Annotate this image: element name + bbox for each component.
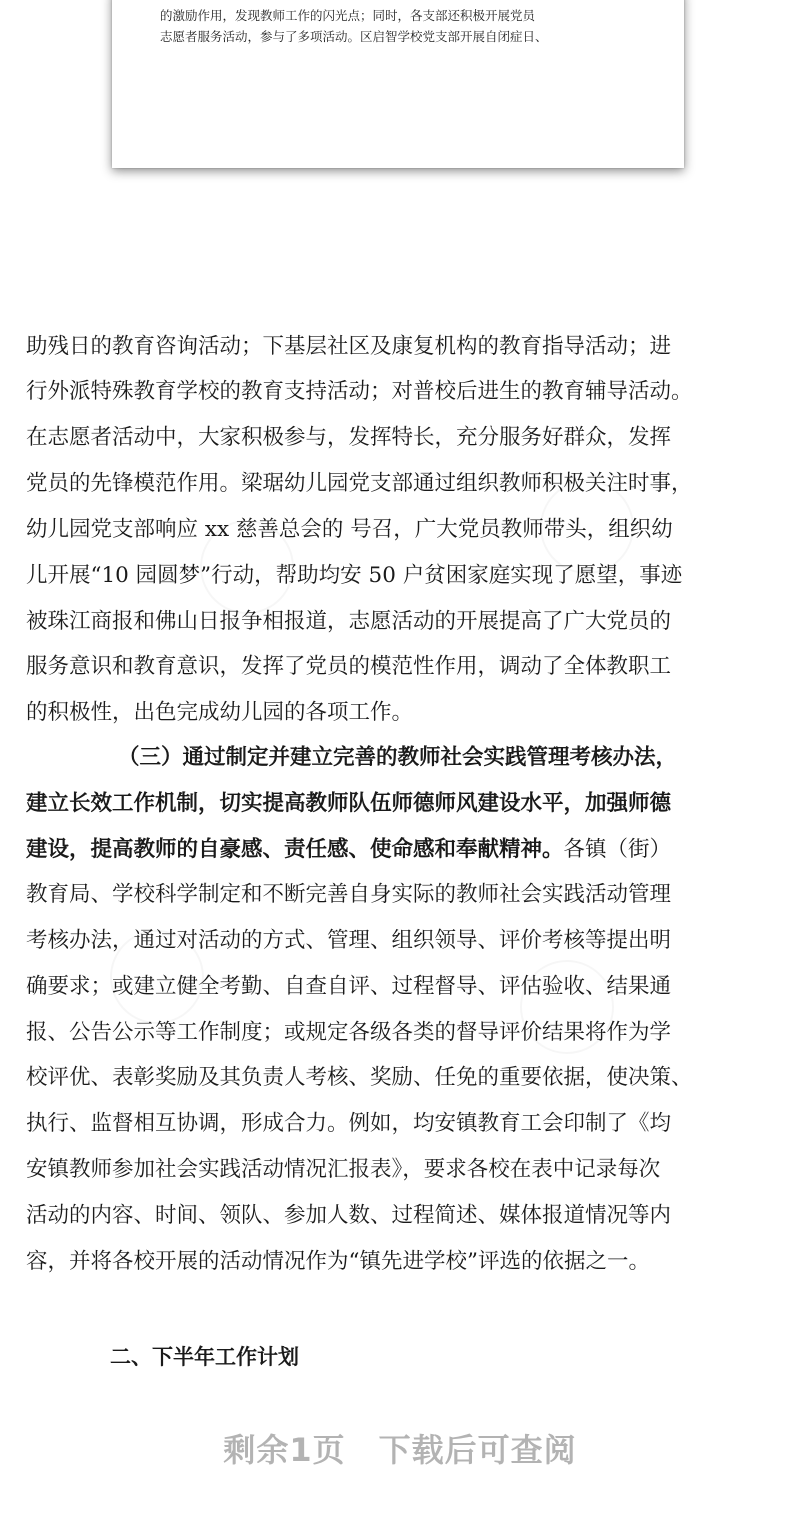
text-line: 校评优、表彰奖励及其负责人考核、奖励、任免的重要依据，使决策、 [26,1065,693,1090]
bold-text-line: （三）通过制定并建立完善的教师社会实践管理考核办法， [118,745,678,770]
text-line: 考核办法，通过对活动的方式、管理、组织领导、评价考核等提出明 [26,928,672,953]
download-to-view-banner[interactable]: 剩余1页 下载后可查阅 [223,1431,577,1469]
preview-line: 的激励作用，发现教师工作的闪光点；同时，各支部还积极开展党员 [160,8,536,23]
text-line: 确要求；或建立健全考勤、自查自评、过程督导、评估验收、结果通 [26,974,672,999]
text-line: 服务意识和教育意识，发挥了党员的模范性作用，调动了全体教职工 [26,654,672,679]
bold-text-segment: 建设，提高教师的自豪感、责任感、使命感和奉献精神。 [26,837,564,862]
text-line: 被珠江商报和佛山日报争相报道，志愿活动的开展提高了广大党员的 [26,609,672,634]
text-line: 报、公告公示等工作制度；或规定各级各类的督导评价结果将作为学 [26,1020,672,1045]
text-line: 幼儿园党支部响应 xx 慈善总会的 号召，广大党员教师带头，组织幼 [26,517,673,542]
text-line: 儿开展“10 园圆梦”行动，帮助均安 50 户贫困家庭实现了愿望，事迹 [26,563,683,588]
text-line: 助残日的教育咨询活动；下基层社区及康复机构的教育指导活动；进 [26,334,672,359]
section-heading: 二、下半年工作计划 [110,1345,299,1369]
text-line: 行外派特殊教育学校的教育支持活动；对普校后进生的教育辅导活动。 [26,379,693,404]
text-line: 教育局、学校科学制定和不断完善自身实际的教师社会实践活动管理 [26,882,672,907]
preview-line: 志愿者服务活动，参与了多项活动。区启智学校党支部开展自闭症日、 [160,29,548,44]
text-line: 的积极性，出色完成幼儿园的各项工作。 [26,700,414,725]
text-segment: 各镇（街） [563,837,672,862]
text-line: 活动的内容、时间、领队、参加人数、过程简述、媒体报道情况等内 [26,1203,672,1228]
text-line: 执行、监督相互协调，形成合力。例如，均安镇教育工会印制了《均 [26,1111,672,1136]
page-preview-card [112,0,684,168]
text-line: 容，并将各校开展的活动情况作为“镇先进学校”评选的依据之一。 [26,1249,650,1274]
mixed-text-line [26,835,671,865]
text-line: 党员的先锋模范作用。梁琚幼儿园党支部通过组织教师积极关注时事， [26,471,693,496]
text-line: 在志愿者活动中，大家积极参与，发挥特长，充分服务好群众，发挥 [26,425,672,450]
text-line: 安镇教师参加社会实践活动情况汇报表》，要求各校在表中记录每次 [26,1157,661,1182]
bold-text-line: 建立长效工作机制，切实提高教师队伍师德师风建设水平，加强师德 [26,791,672,816]
watermark-mark [502,942,633,1073]
